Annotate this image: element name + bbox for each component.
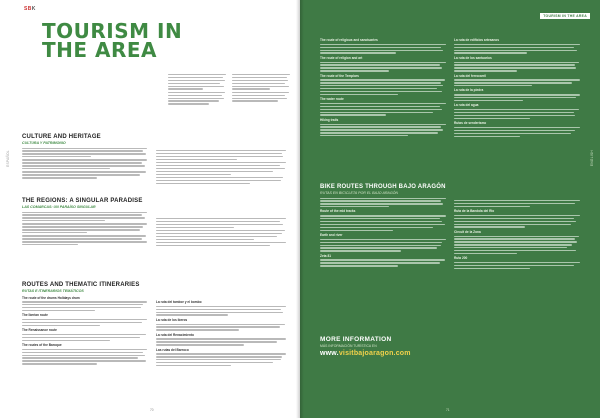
section-title: THE REGIONS: A SINGULAR PARADISE [22, 198, 143, 204]
more-info-title: MORE INFORMATION [320, 336, 392, 343]
route-heading: The water route [320, 97, 344, 102]
route-heading: La ruta de la piedra [454, 88, 484, 93]
right-side-label: ENGLISH [590, 150, 594, 167]
title-line-1: TOURISM IN [42, 19, 183, 43]
section-title: CULTURE AND HERITAGE [22, 134, 101, 140]
title-line-2: THE AREA [42, 38, 158, 62]
route-heading: The Iberian route [22, 313, 48, 318]
section-bike-routes [320, 184, 446, 268]
intro-text-col-2 [232, 74, 290, 103]
routes-text-col-2 [156, 298, 286, 368]
regions-text-col-2 [156, 218, 286, 248]
route-heading: Rutas de senderismo [454, 121, 487, 126]
section-subtitle: RUTAS E ITINERARIOS TEMÁTICOS [22, 289, 84, 293]
route-heading: The route of religion and art [320, 55, 363, 60]
section-subtitle: RUTAS EN BICICLETA POR EL BAJO ARAGÓN [320, 191, 399, 195]
intro-text-col-1 [168, 74, 226, 106]
route-heading: La ruta de los santuarios [454, 55, 492, 60]
route-heading: The route of the Templars [320, 73, 359, 78]
left-side-label: ESPAÑOL [6, 150, 10, 167]
section-subtitle: CULTURA Y PATRIMONIO [22, 141, 66, 145]
route-heading: The routes of the Baroque [22, 343, 62, 348]
section-badge: TOURISM IN THE AREA [540, 13, 590, 19]
section-title: BIKE ROUTES THROUGH BAJO ARAGÓN [320, 184, 446, 190]
culture-text-col-2 [156, 150, 286, 186]
route-heading: Route of the mid tracks [320, 209, 356, 214]
section-culture [22, 134, 147, 180]
route-heading: La ruta del agua [454, 103, 479, 108]
bike-text-col-2 [454, 200, 580, 271]
more-information-block [320, 336, 411, 357]
route-heading: The route of religious and sanctuaries [320, 38, 378, 42]
right-text-col-2 [454, 36, 580, 138]
route-heading: Ruta 200 [454, 256, 468, 261]
website-link[interactable] [320, 350, 411, 357]
route-heading: La ruta del ferrocarril [454, 73, 487, 78]
route-heading: La ruta de edificios artesanos [454, 38, 499, 42]
route-heading: The route of the drums Holidays drum [22, 295, 80, 300]
route-heading: La ruta de los iberos [156, 317, 188, 322]
route-heading: Hiking trails [320, 117, 339, 122]
logo-prefix: SB [24, 6, 32, 12]
url-prefix: www. [320, 350, 339, 357]
publication-logo [24, 6, 36, 12]
route-heading: La ruta del Renacimiento [156, 332, 194, 337]
page-number: 70 [150, 408, 154, 412]
section-routes [22, 282, 147, 366]
section-title: ROUTES AND THEMATIC ITINERARIES [22, 282, 140, 288]
page-title [42, 19, 183, 62]
route-heading: Zeta 81 [320, 253, 331, 258]
right-text-col-1 [320, 36, 446, 138]
url-main: visitbajoaragon.com [338, 350, 411, 357]
more-info-subtitle: MÁS INFORMACIÓN TURÍSTICA EN [320, 344, 377, 348]
section-subtitle: LAS COMARCAS: UN PARAÍSO SINGULAR [22, 205, 96, 209]
right-page [300, 0, 600, 418]
route-heading: The Renaissance route [22, 328, 57, 333]
page-number: 71 [446, 408, 450, 412]
route-heading: Earth and river [320, 233, 343, 238]
section-regions [22, 198, 147, 247]
route-heading: Circuit de la Zona [454, 229, 481, 234]
logo-suffix: K [31, 6, 36, 12]
page-gutter [296, 0, 304, 418]
route-heading: Las rutas del Barroco [156, 347, 189, 352]
route-heading: Ruta de la Bandola del Rio [454, 209, 495, 214]
route-heading: La ruta del tambor y el bombo [156, 300, 202, 304]
